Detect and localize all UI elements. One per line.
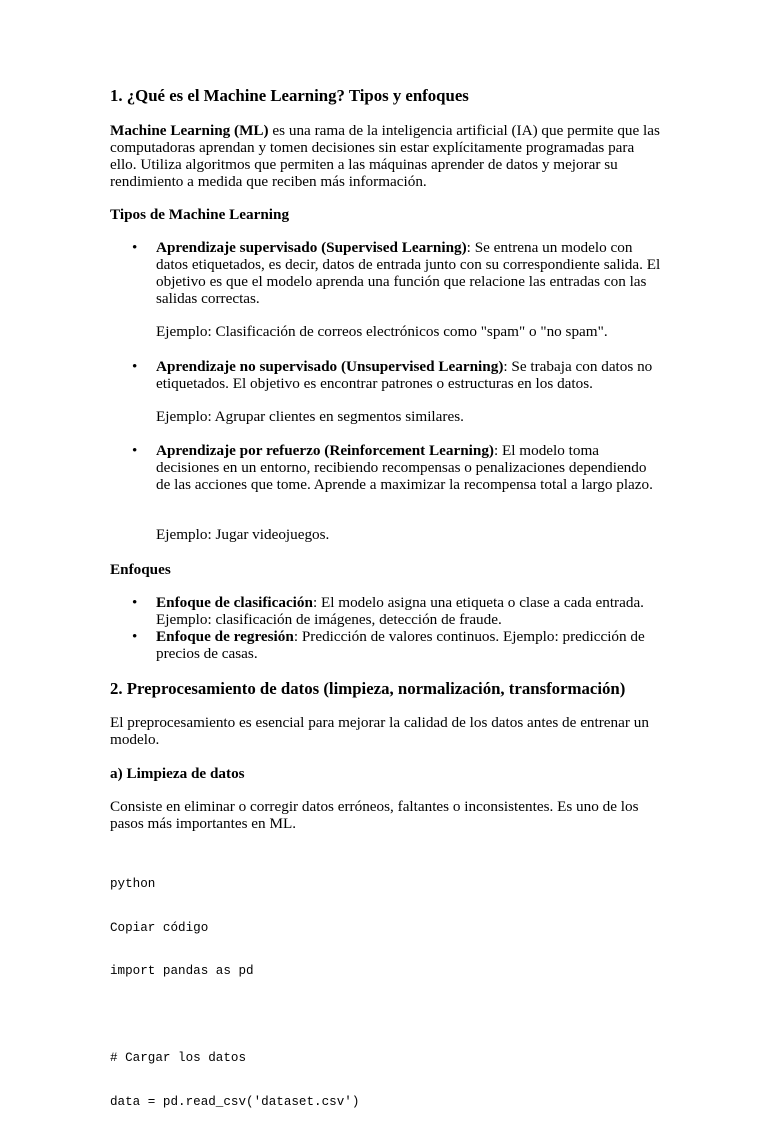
type-title: Aprendizaje por refuerzo (Reinforcement Learning) <box>156 442 494 459</box>
approach-description <box>156 594 661 628</box>
ml-intro-bold-term: Machine Learning (ML) <box>110 122 269 139</box>
type-title: Aprendizaje supervisado (Supervised Learning) <box>156 239 467 256</box>
section-1-heading: 1. ¿Qué es el Machine Learning? Tipos y enfoques <box>110 86 469 105</box>
cleaning-heading: a) Limpieza de datos <box>110 765 245 782</box>
cleaning-paragraph: Consiste en eliminar o corregir datos erróneos, faltantes o inconsistentes. Es uno de los pasos más importantes en ML. <box>110 798 639 832</box>
ml-intro-text: es una rama de la inteligencia artificial (IA) que permite que las computadoras aprendan y tomen decisiones sin estar explícitamente programadas para ello. Utiliza algoritmos que permiten a las máquinas aprender de datos y mejorar su rendimiento a medida que reciben más información. <box>110 122 660 190</box>
approach-title: Enfoque de regresión <box>156 628 294 645</box>
bullet-icon: • <box>132 239 138 256</box>
bullet-icon: • <box>132 594 138 611</box>
approaches-heading: Enfoques <box>110 561 171 578</box>
bullet-icon: • <box>132 442 138 459</box>
code-line: data = pd.read_csv('dataset.csv') <box>110 1094 360 1109</box>
code-block <box>110 848 660 1138</box>
approach-text: : Predicción de valores continuos. Ejemplo: predicción de precios de casas. <box>156 628 645 662</box>
type-example: Ejemplo: Jugar videojuegos. <box>156 526 330 543</box>
bullet-icon: • <box>132 358 138 375</box>
type-example: Ejemplo: Agrupar clientes en segmentos similares. <box>156 408 464 425</box>
approach-title: Enfoque de clasificación <box>156 594 313 611</box>
code-line: # Cargar los datos <box>110 1051 247 1065</box>
section-2-heading: 2. Preprocesamiento de datos (limpieza, normalización, transformación) <box>110 679 626 698</box>
type-text: : El modelo toma decisiones en un entorno, recibiendo recompensas o penalizaciones dependiendo de las acciones que tome. Aprende a maximizar la recompensa total a largo plazo. <box>156 442 653 493</box>
type-description <box>156 239 661 307</box>
code-line: import pandas as pd <box>110 964 254 978</box>
code-line: Copiar código <box>110 920 209 935</box>
approach-text: : El modelo asigna una etiqueta o clase a cada entrada. Ejemplo: clasificación de imágenes, detección de fraude. <box>156 594 644 628</box>
type-description <box>156 358 661 392</box>
type-example: Ejemplo: Clasificación de correos electrónicos como "spam" o "no spam". <box>156 323 608 340</box>
type-description <box>156 442 661 493</box>
type-text: : Se trabaja con datos no etiquetados. El objetivo es encontrar patrones o estructuras en los datos. <box>156 358 653 392</box>
types-heading: Tipos de Machine Learning <box>110 206 290 223</box>
ml-intro-paragraph <box>110 122 660 190</box>
bullet-icon: • <box>132 628 138 645</box>
type-title: Aprendizaje no supervisado (Unsupervised Learning) <box>156 358 504 375</box>
type-text: : Se entrena un modelo con datos etiquetados, es decir, datos de entrada junto con su correspondiente salida. El objetivo es que el modelo aprenda una función que relacione las entradas con las salidas correctas. <box>156 239 661 307</box>
approach-description <box>156 628 661 662</box>
code-line <box>110 1008 660 1023</box>
preprocessing-intro-paragraph: El preprocesamiento es esencial para mejorar la calidad de los datos antes de entrenar un modelo. <box>110 714 649 748</box>
code-line: python <box>110 877 156 891</box>
